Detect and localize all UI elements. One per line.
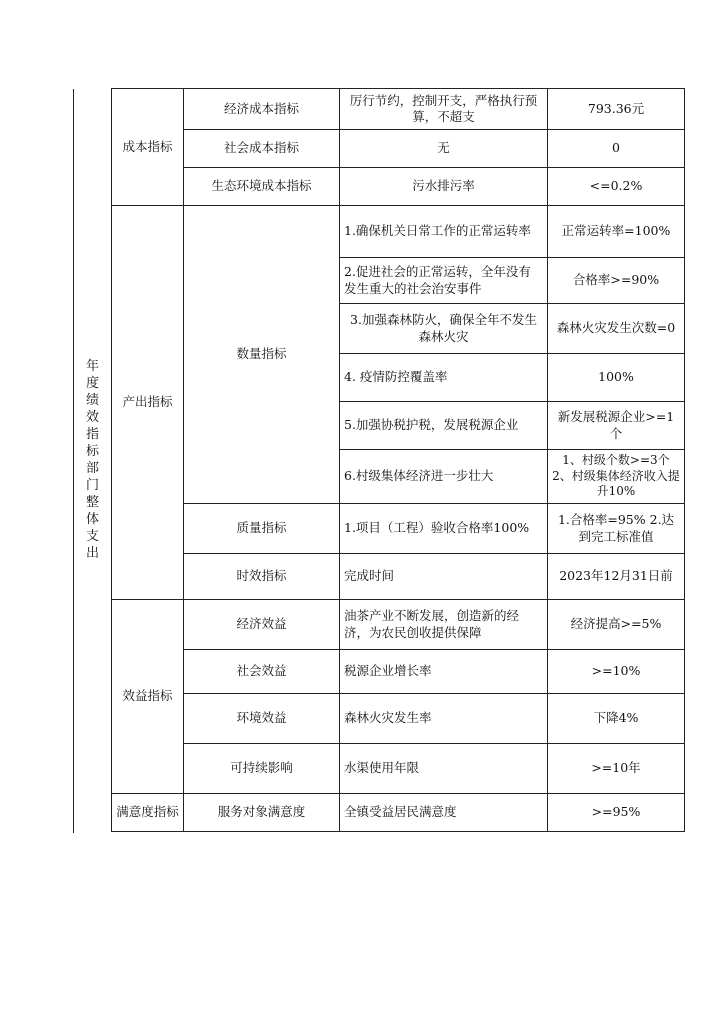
- sub-indicator-cell: [184, 206, 340, 504]
- description-text: 1.确保机关日常工作的正常运转率: [344, 223, 531, 239]
- indicator-value: [548, 304, 685, 354]
- group-output-cell: [112, 206, 184, 600]
- indicator-description: [340, 504, 548, 554]
- value-text: 正常运转率=100%: [561, 223, 671, 239]
- value-text: 100%: [598, 369, 634, 385]
- indicator-description: [340, 206, 548, 258]
- group-cost-cell: [112, 89, 184, 206]
- indicator-value: [548, 206, 685, 258]
- indicator-value: [548, 744, 685, 794]
- indicator-description: [340, 450, 548, 504]
- value-text: 1.合格率=95% 2.达到完工标准值: [557, 512, 675, 544]
- indicator-description: [340, 168, 548, 206]
- description-text: 2.促进社会的正常运转，全年没有发生重大的社会治安事件: [344, 264, 531, 296]
- description-text: 全镇受益居民满意度: [344, 804, 457, 820]
- indicator-value: [548, 168, 685, 206]
- outer-category-cell: [74, 89, 112, 833]
- indicator-description: [340, 600, 548, 650]
- indicator-description: [340, 89, 548, 130]
- sub-indicator-label: 质量指标: [236, 520, 287, 536]
- value-text: <=0.2%: [589, 178, 643, 194]
- indicator-description: [340, 794, 548, 832]
- description-text: 无: [437, 140, 450, 156]
- indicator-value: [548, 600, 685, 650]
- sub-indicator-cell: [184, 650, 340, 694]
- sub-indicator-label: 数量指标: [236, 346, 287, 362]
- sub-indicator-cell: [184, 130, 340, 168]
- sub-indicator-label: 环境效益: [236, 710, 287, 726]
- sub-indicator-cell: [184, 89, 340, 130]
- description-text: 5.加强协税护税，发展税源企业: [344, 417, 519, 433]
- description-text: 6.村级集体经济进一步壮大: [344, 468, 494, 484]
- sub-indicator-label: 社会成本指标: [223, 140, 299, 156]
- value-text: 新发展税源企业>=1个: [557, 409, 675, 441]
- description-text: 厉行节约，控制开支，严格执行预算，不超支: [349, 92, 538, 124]
- outer-category-label: 年度绩效指标部门整体支出: [85, 359, 99, 562]
- value-text: 1、村级个数>=3个 2、村级集体经济收入提升10%: [552, 453, 680, 499]
- sub-indicator-label: 时效指标: [236, 568, 287, 584]
- indicator-value: [548, 504, 685, 554]
- group-label: 产出指标: [122, 394, 173, 410]
- indicator-value: [548, 450, 685, 504]
- sub-indicator-cell: [184, 554, 340, 600]
- description-text: 3.加强森林防火，确保全年不发生森林火灾: [350, 312, 537, 344]
- sub-indicator-cell: [184, 744, 340, 794]
- group-label: 成本指标: [122, 138, 173, 154]
- description-text: 油茶产业不断发展，创造新的经济，为农民创收提供保障: [344, 608, 520, 640]
- value-text: >=95%: [591, 804, 641, 820]
- description-text: 完成时间: [344, 568, 395, 584]
- indicator-description: [340, 650, 548, 694]
- indicator-description: [340, 554, 548, 600]
- sub-indicator-cell: [184, 794, 340, 832]
- description-text: 森林火灾发生率: [344, 710, 432, 726]
- sub-indicator-label: 服务对象满意度: [217, 804, 306, 820]
- description-text: 4. 疫情防控覆盖率: [344, 369, 448, 385]
- indicator-value: [548, 89, 685, 130]
- indicator-value: [548, 794, 685, 832]
- sub-indicator-cell: [184, 168, 340, 206]
- sub-indicator-label: 可持续影响: [230, 760, 293, 776]
- value-text: 合格率>=90%: [572, 272, 660, 288]
- value-text: 2023年12月31日前: [559, 568, 673, 584]
- value-text: 森林火灾发生次数=0: [556, 320, 676, 336]
- indicator-value: [548, 694, 685, 744]
- performance-indicator-table: [73, 88, 685, 832]
- sub-indicator-cell: [184, 600, 340, 650]
- group-satisfaction-cell: [112, 794, 184, 832]
- indicator-description: [340, 402, 548, 450]
- group-label: 效益指标: [122, 688, 173, 704]
- indicator-value: [548, 402, 685, 450]
- table-row: [74, 206, 685, 258]
- value-text: >=10%: [591, 663, 641, 679]
- indicator-value: [548, 650, 685, 694]
- group-label: 满意度指标: [116, 804, 179, 820]
- description-text: 水渠使用年限: [344, 760, 420, 776]
- indicator-description: [340, 304, 548, 354]
- sub-indicator-label: 经济成本指标: [223, 100, 299, 116]
- indicator-description: [340, 694, 548, 744]
- sub-indicator-label: 社会效益: [236, 663, 287, 679]
- sub-indicator-label: 经济效益: [236, 616, 287, 632]
- value-text: 下降4%: [593, 710, 639, 726]
- value-text: 0: [612, 140, 620, 156]
- value-text: >=10年: [591, 760, 641, 776]
- description-text: 污水排污率: [412, 178, 475, 194]
- description-text: 税源企业增长率: [344, 663, 432, 679]
- description-text: 1.项目（工程）验收合格率100%: [344, 520, 530, 536]
- indicator-value: [548, 258, 685, 304]
- indicator-value: [548, 130, 685, 168]
- value-text: 793.36元: [587, 100, 645, 116]
- indicator-value: [548, 554, 685, 600]
- group-benefit-cell: [112, 600, 184, 794]
- value-text: 经济提高>=5%: [570, 616, 662, 632]
- indicator-description: [340, 354, 548, 402]
- indicator-description: [340, 130, 548, 168]
- table-row: [74, 89, 685, 130]
- table-row: [74, 600, 685, 650]
- indicator-description: [340, 744, 548, 794]
- table-row: [74, 794, 685, 832]
- sub-indicator-label: 生态环境成本指标: [211, 178, 312, 194]
- indicator-value: [548, 354, 685, 402]
- sub-indicator-cell: [184, 694, 340, 744]
- indicator-description: [340, 258, 548, 304]
- sub-indicator-cell: [184, 504, 340, 554]
